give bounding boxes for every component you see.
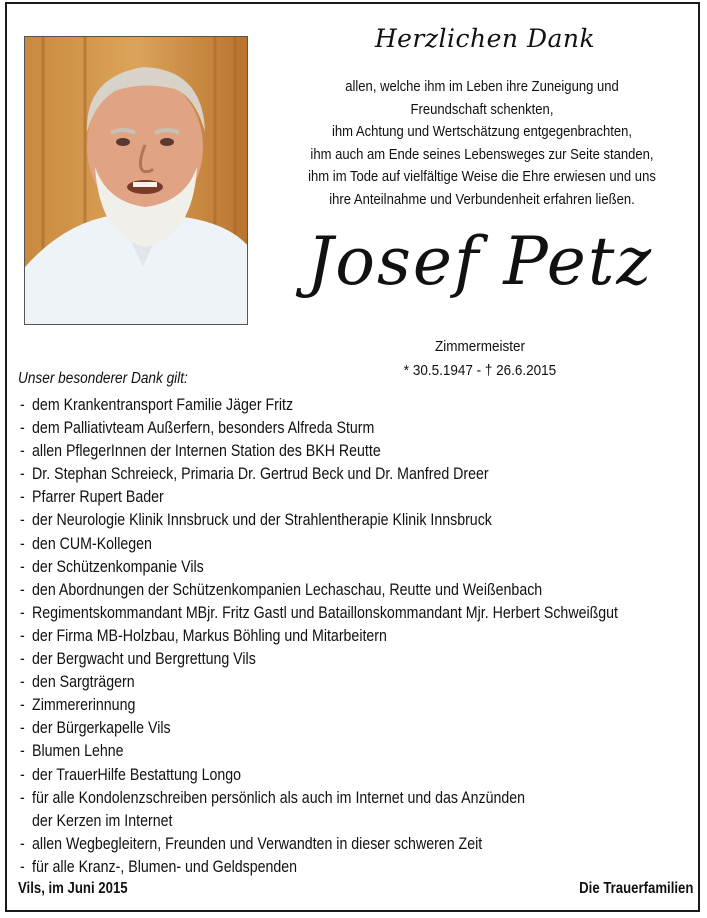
list-item: - Regimentskommandant MBjr. Fritz Gastl und Bataillonskommandant Mjr. Herbert Schweißgut [20, 603, 619, 622]
portrait-photo [24, 36, 248, 325]
list-item: - der Neurologie Klinik Innsbruck und der Strahlentherapie Klinik Innsbruck [20, 511, 492, 530]
list-item: - der Schützenkompanie Vils [20, 557, 204, 576]
deceased-name: Josef Petz [306, 223, 654, 300]
list-item: - für alle Kondolenzschreiben persönlich als auch im Internet und das Anzünden der Kerzen im Internet [20, 788, 526, 830]
list-item: - den Sargträgern [20, 673, 135, 692]
list-item: - allen Wegbegleitern, Freunden und Verwandten in dieser schweren Zeit [20, 834, 483, 853]
list-item: - den CUM-Kollegen [20, 534, 152, 553]
list-item: - allen PflegerInnen der Internen Station des BKH Reutte [20, 442, 381, 461]
life-dates: * 30.5.1947 - † 26.6.2015 [403, 362, 557, 379]
list-item: - der Firma MB-Holzbau, Markus Böhling und Mitarbeitern [20, 626, 387, 645]
profession: Zimmermeister [435, 338, 525, 355]
list-item: - dem Palliativteam Außerfern, besonders Alfreda Sturm [20, 419, 375, 438]
list-item: - dem Krankentransport Familie Jäger Fritz [20, 396, 294, 414]
thanks-line: ihm Achtung und Wertschätzung entgegenbrachten, [331, 124, 633, 140]
list-heading: Unser besonderer Dank gilt: [18, 370, 188, 387]
thanks-line: ihm auch am Ende seines Lebensweges zur Seite standen, [310, 146, 654, 163]
list-item: - den Abordnungen der Schützenkompanien Lechaschau, Reutte und Weißenbach [20, 580, 543, 599]
list-item: - der Bergwacht und Bergrettung Vils [20, 650, 256, 669]
thanks-text [284, 76, 680, 211]
list-item: - Blumen Lehne [20, 742, 124, 761]
list-item: - der TrauerHilfe Bestattung Longo [20, 765, 242, 784]
list-item: - Pfarrer Rupert Bader [20, 488, 164, 507]
thanks-line: ihre Anteilnahme und Verbundenheit erfahren ließen. [329, 191, 635, 208]
list-item: - Dr. Stephan Schreieck, Primaria Dr. Gertrud Beck und Dr. Manfred Dreer [20, 465, 489, 484]
place-date: Vils, im Juni 2015 [18, 880, 128, 897]
list-item: - für alle Kranz-, Blumen- und Geldspenden [20, 857, 298, 876]
thanks-list [20, 394, 674, 879]
list-item: - Zimmererinnung [20, 696, 136, 715]
thanks-line: Freundschaft schenkten, [410, 101, 554, 118]
headline: Herzlichen Dank [374, 24, 596, 53]
signature: Die Trauerfamilien [578, 880, 693, 897]
thanks-line: ihm im Tode auf vielfältige Weise die Ehre erwiesen und uns [308, 169, 656, 185]
list-item: - der Bürgerkapelle Vils [20, 719, 171, 738]
thanks-line: allen, welche ihm im Leben ihre Zuneigung und [345, 79, 619, 95]
